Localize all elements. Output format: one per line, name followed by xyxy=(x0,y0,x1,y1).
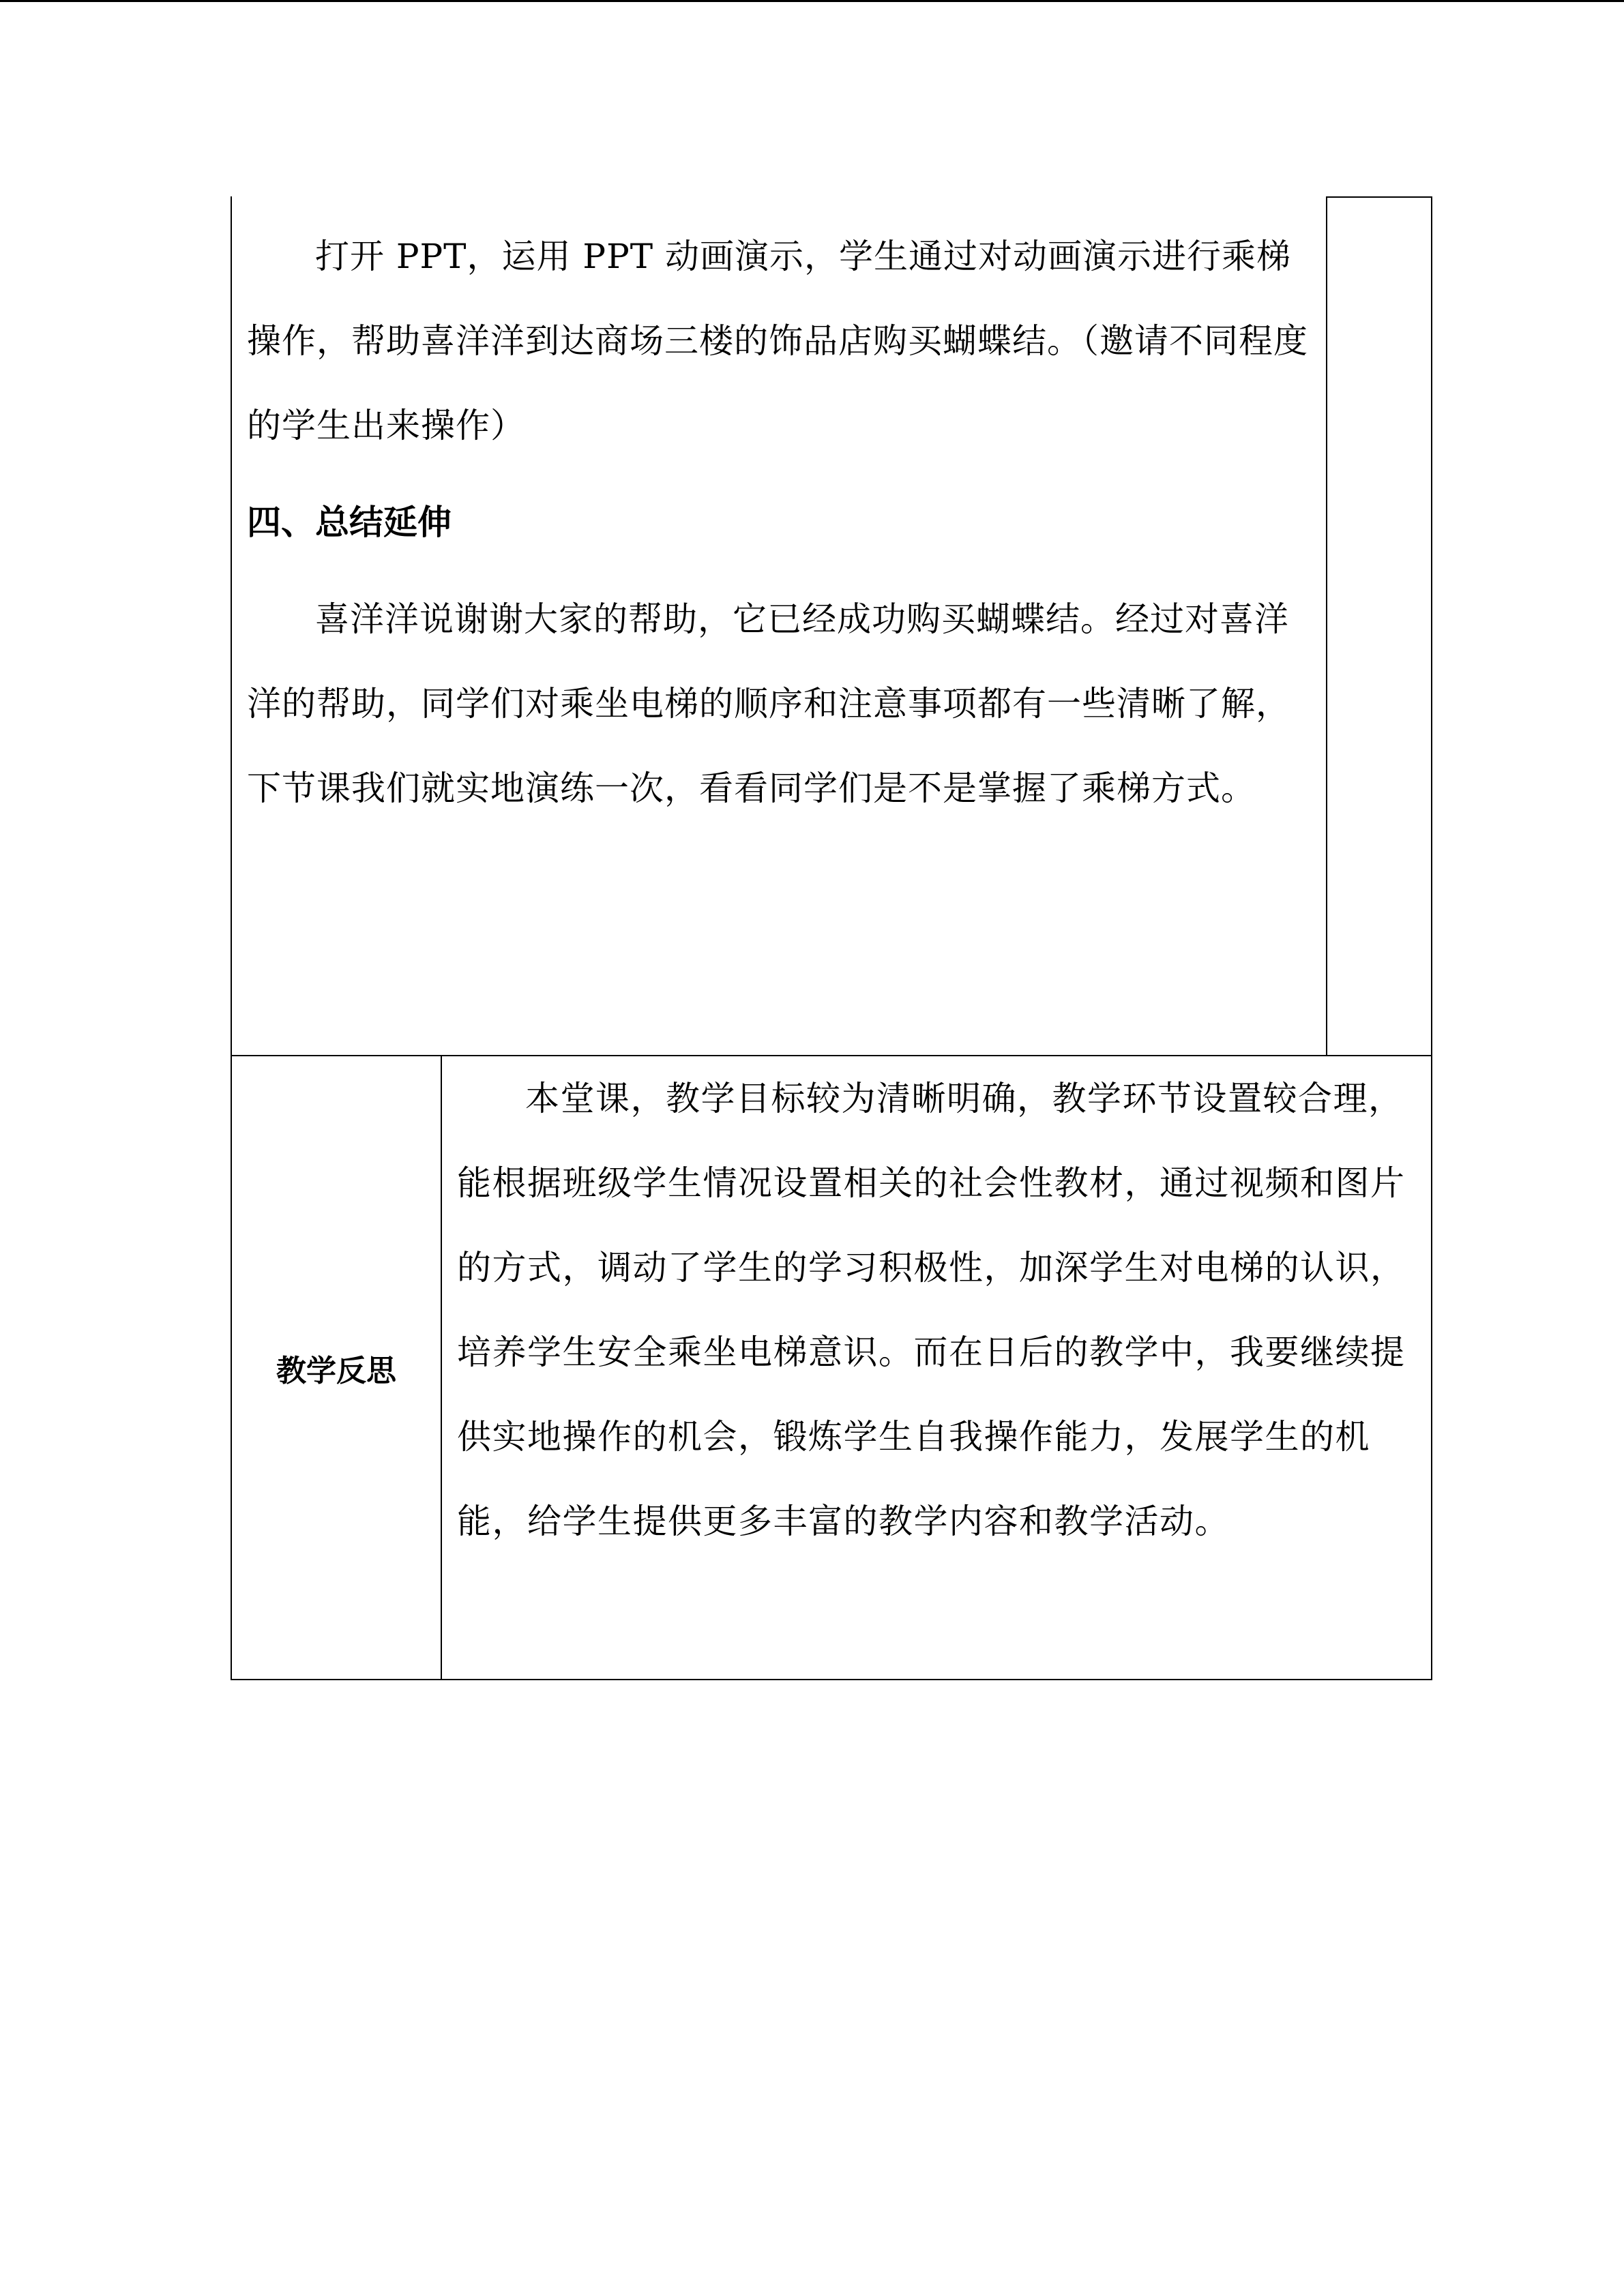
summary-paragraph: 喜洋洋说谢谢大家的帮助，它已经成功购买蝴蝶结。经过对喜洋洋的帮助，同学们对乘坐电梯的顺序和注意事项都有一些清晰了解，下节课我们就实地演练一次，看看同学们是不是掌握了乘梯方式。 xyxy=(247,599,1290,808)
reflection-paragraph: 本堂课，教学目标较为清晰明确，教学环节设置较合理，能根据班级学生情况设置相关的社会性教材，通过视频和图片的方式，调动了学生的学习积极性，加深学生对电梯的认识，培养学生安全乘坐电梯意识。而在日后的教学中，我要继续提供实地操作的机会，锻炼学生自我操作能力，发展学生的机能，给学生提供更多丰富的教学内容和教学活动。 xyxy=(457,1079,1406,1541)
lesson-process-cell xyxy=(247,214,1311,831)
table-cell-top-border xyxy=(1326,196,1432,198)
page-top-border xyxy=(0,0,1624,2)
teaching-reflection-table xyxy=(231,1055,1432,1680)
table-column-divider xyxy=(1326,196,1327,1056)
lesson-process-table xyxy=(231,196,1432,1056)
reflection-label: 教学反思 xyxy=(276,1353,396,1388)
summary-section-heading: 四、总结延伸 xyxy=(247,503,452,542)
reflection-content-cell xyxy=(457,1056,1419,1564)
reflection-label-cell xyxy=(232,1056,442,1679)
ppt-activity-paragraph: 打开 PPT，运用 PPT 动画演示，学生通过对动画演示进行乘梯操作，帮助喜洋洋到达商场三楼的饰品店购买蝴蝶结。（邀请不同程度的学生出来操作） xyxy=(247,237,1308,445)
